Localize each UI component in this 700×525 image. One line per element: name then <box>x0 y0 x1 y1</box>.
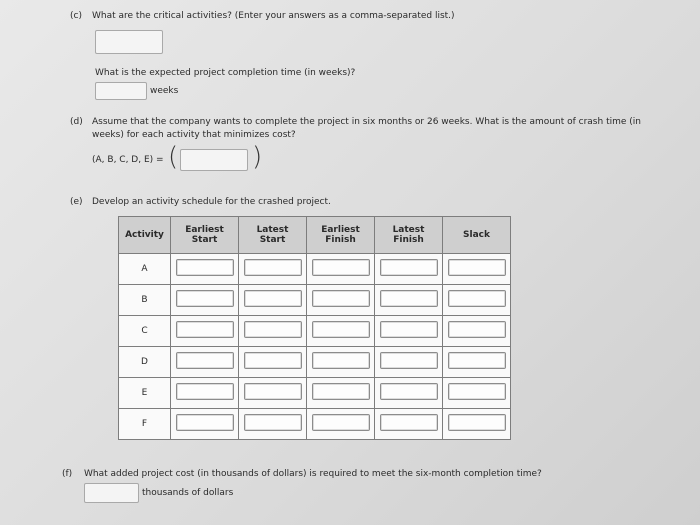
added-cost-input[interactable] <box>84 483 139 503</box>
part-c-question: What are the critical activities? (Enter your answers as a comma-separated list.) <box>92 11 455 21</box>
table-row <box>119 285 511 316</box>
activity-cell: C <box>119 316 171 347</box>
latest-start-input[interactable] <box>244 352 302 369</box>
latest-finish-input[interactable] <box>380 259 438 276</box>
header-latest-finish: Latest Finish <box>375 217 443 254</box>
latest-finish-input[interactable] <box>380 321 438 338</box>
activity-cell: A <box>119 254 171 285</box>
table-row <box>119 409 511 440</box>
earliest-start-input[interactable] <box>176 321 234 338</box>
earliest-finish-input[interactable] <box>312 414 370 431</box>
earliest-start-input[interactable] <box>176 414 234 431</box>
table-row <box>119 378 511 409</box>
slack-input[interactable] <box>448 383 506 400</box>
header-earliest-start: Earliest Start <box>171 217 239 254</box>
table-row <box>119 347 511 378</box>
part-d-question-line2: weeks) for each activity that minimizes cost? <box>92 130 296 140</box>
slack-input[interactable] <box>448 290 506 307</box>
slack-input[interactable] <box>448 414 506 431</box>
part-d-label: (d) <box>70 117 83 127</box>
crash-time-input[interactable] <box>180 149 248 171</box>
left-paren: ( <box>168 142 179 172</box>
header-activity: Activity <box>119 217 171 254</box>
slack-input[interactable] <box>448 259 506 276</box>
activity-cell: D <box>119 347 171 378</box>
crash-vector-label: (A, B, C, D, E) = <box>92 155 164 165</box>
earliest-start-input[interactable] <box>176 259 234 276</box>
earliest-start-input[interactable] <box>176 383 234 400</box>
part-c-label: (c) <box>70 11 82 21</box>
earliest-finish-input[interactable] <box>312 259 370 276</box>
latest-start-input[interactable] <box>244 383 302 400</box>
earliest-finish-input[interactable] <box>312 290 370 307</box>
header-latest-start: Latest Start <box>239 217 307 254</box>
completion-time-question: What is the expected project completion time (in weeks)? <box>95 68 356 78</box>
latest-finish-input[interactable] <box>380 414 438 431</box>
part-f-label: (f) <box>62 469 73 479</box>
part-f-question: What added project cost (in thousands of dollars) is required to meet the six-month completion time? <box>84 469 542 479</box>
activity-cell: F <box>119 409 171 440</box>
header-earliest-finish: Earliest Finish <box>307 217 375 254</box>
slack-input[interactable] <box>448 321 506 338</box>
activity-cell: B <box>119 285 171 316</box>
right-paren: ) <box>252 142 263 172</box>
completion-time-input[interactable] <box>95 82 147 100</box>
latest-finish-input[interactable] <box>380 352 438 369</box>
added-cost-unit: thousands of dollars <box>142 488 234 498</box>
header-slack: Slack <box>443 217 511 254</box>
latest-start-input[interactable] <box>244 259 302 276</box>
activity-cell: E <box>119 378 171 409</box>
completion-time-unit: weeks <box>150 86 179 96</box>
earliest-finish-input[interactable] <box>312 321 370 338</box>
earliest-finish-input[interactable] <box>312 352 370 369</box>
latest-start-input[interactable] <box>244 414 302 431</box>
part-e-label: (e) <box>70 197 83 207</box>
part-e-question: Develop an activity schedule for the crashed project. <box>92 197 331 207</box>
part-d-question-line1: Assume that the company wants to complete the project in six months or 26 weeks. What is the amount of crash time (in <box>92 117 641 127</box>
critical-activities-input[interactable] <box>95 30 163 54</box>
table-row <box>119 254 511 285</box>
earliest-finish-input[interactable] <box>312 383 370 400</box>
slack-input[interactable] <box>448 352 506 369</box>
latest-finish-input[interactable] <box>380 290 438 307</box>
earliest-start-input[interactable] <box>176 290 234 307</box>
latest-finish-input[interactable] <box>380 383 438 400</box>
activity-schedule-table <box>118 216 511 440</box>
latest-start-input[interactable] <box>244 321 302 338</box>
earliest-start-input[interactable] <box>176 352 234 369</box>
latest-start-input[interactable] <box>244 290 302 307</box>
table-row <box>119 316 511 347</box>
